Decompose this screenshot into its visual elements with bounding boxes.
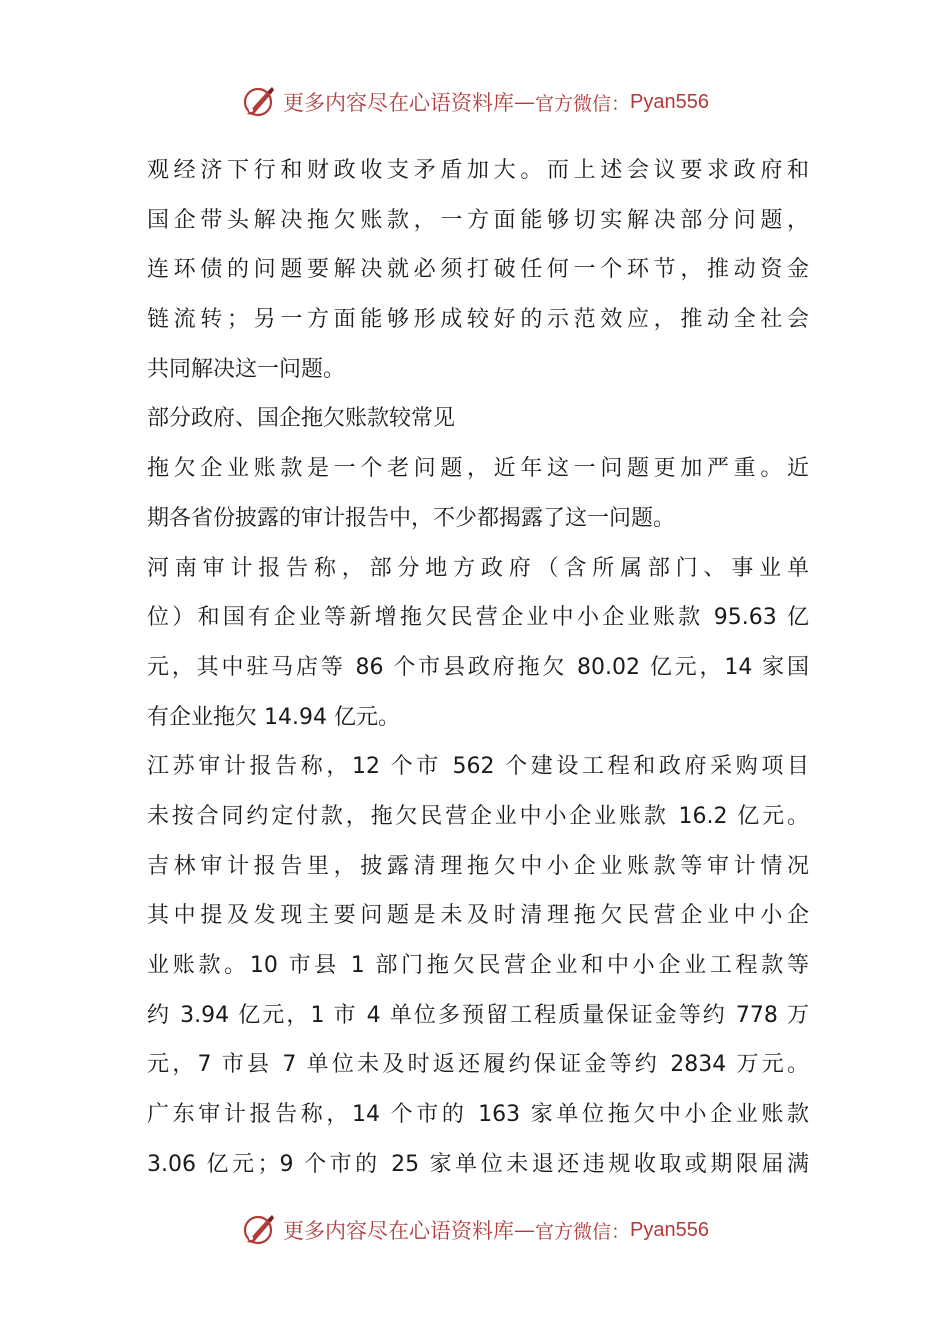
body-line: 江苏审计报告称，12 个市 562 个建设工程和政府采购项目 — [147, 754, 809, 780]
section-heading: 部分政府、国企拖欠账款较常见 — [147, 406, 456, 432]
body-line: 未按合同约定付款，拖欠民营企业中小企业账款 16.2 亿元。 — [147, 803, 809, 829]
header-dash: — — [514, 90, 535, 114]
footer-banner — [0, 1210, 950, 1250]
body-line: 元，7 市县 7 单位未及时返还履约保证金等约 2834 万元。 — [147, 1052, 809, 1078]
body-line: 广东审计报告称，14 个市的 163 家单位拖欠中小企业账款 — [147, 1102, 809, 1128]
header-wechat-label: 官方微信： — [535, 92, 631, 115]
document-body — [147, 146, 809, 1189]
body-line: 拖欠企业账款是一个老问题，近年这一问题更加严重。近 — [147, 456, 809, 482]
body-line: 约 3.94 亿元，1 市 4 单位多预留工程质量保证金等约 778 万 — [147, 1002, 809, 1028]
body-line: 吉林审计报告里，披露清理拖欠中小企业账款等审计情况 — [147, 853, 809, 879]
body-line: 国企带头解决拖欠账款，一方面能够切实解决部分问题， — [147, 207, 809, 233]
body-line: 有企业拖欠 14.94 亿元。 — [147, 704, 400, 730]
body-line: 观经济下行和财政收支矛盾加大。而上述会议要求政府和 — [147, 158, 809, 183]
body-line: 其中提及发现主要问题是未及时清理拖欠民营企业中小企 — [147, 903, 809, 929]
body-line: 业账款。10 市县 1 部门拖欠民营企业和中小企业工程款等 — [147, 953, 809, 978]
body-line: 3.06 亿元；9 个市的 25 家单位未退还违规收取或期限届满 — [147, 1151, 809, 1177]
pen-logo-icon — [241, 1212, 277, 1248]
header-wechat-id: Pyan556 — [630, 90, 709, 113]
body-line: 期各省份披露的审计报告中，不少都揭露了这一问题。 — [147, 505, 676, 531]
body-line: 共同解决这一问题。 — [147, 356, 346, 382]
footer-wechat-id: Pyan556 — [630, 1218, 709, 1241]
header-banner — [0, 82, 950, 122]
footer-dash: — — [514, 1218, 535, 1242]
body-line: 链流转；另一方面能够形成较好的示范效应，推动全社会 — [147, 307, 809, 333]
body-line: 连环债的问题要解决就必须打破任何一个环节，推动资金 — [147, 257, 809, 283]
header-brand-text: 更多内容尽在心语资料库 — [283, 91, 514, 115]
body-line: 位）和国有企业等新增拖欠民营企业中小企业账款 95.63 亿 — [147, 605, 809, 631]
footer-wechat-label: 官方微信： — [535, 1220, 631, 1243]
body-line: 元，其中驻马店等 86 个市县政府拖欠 80.02 亿元，14 家国 — [147, 654, 809, 680]
footer-brand-text: 更多内容尽在心语资料库 — [283, 1219, 514, 1243]
body-line: 河南审计报告称，部分地方政府（含所属部门、事业单 — [147, 555, 809, 581]
pen-logo-icon — [241, 84, 277, 120]
